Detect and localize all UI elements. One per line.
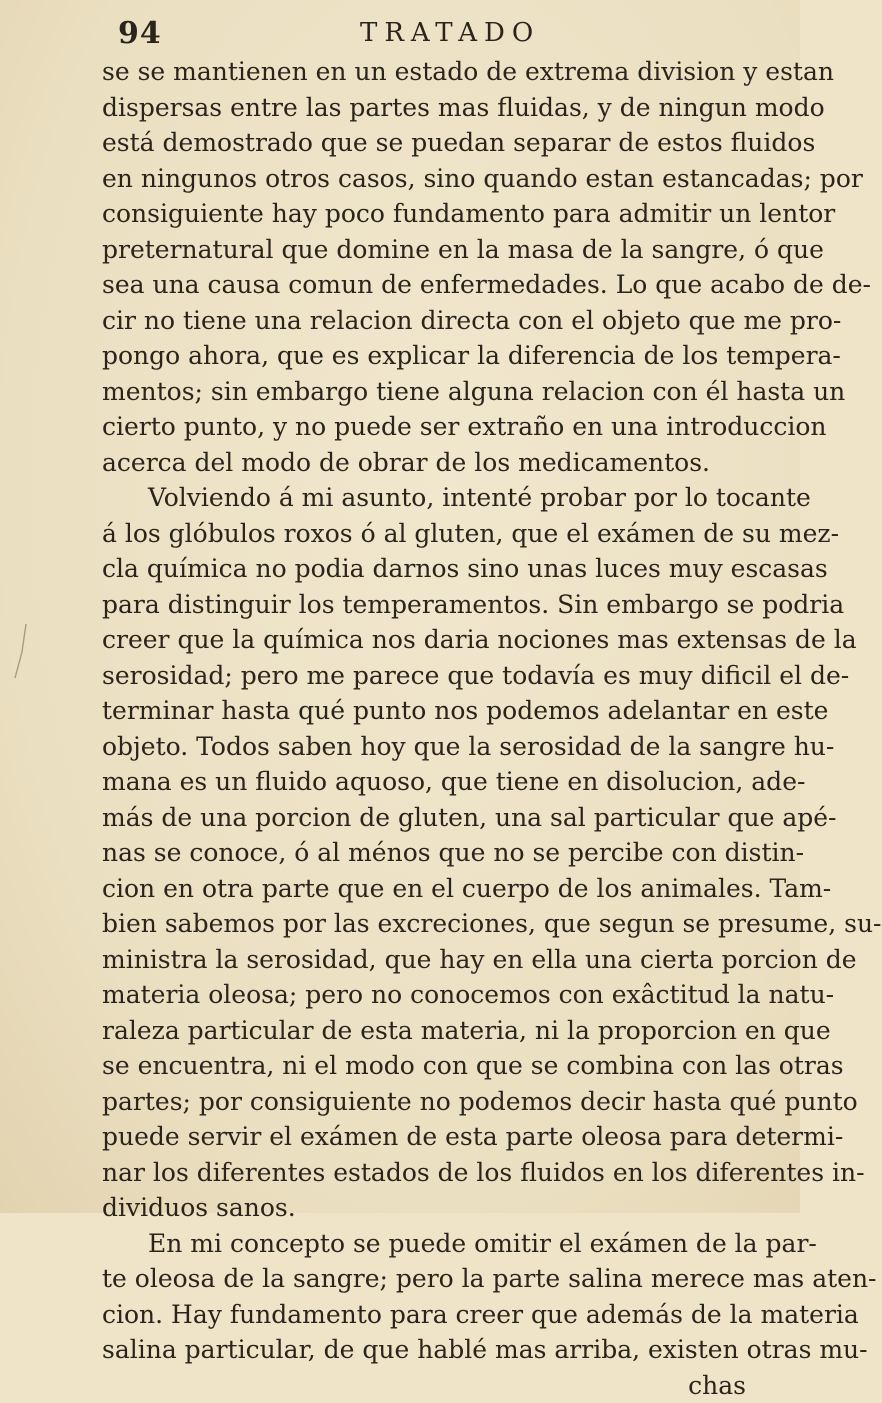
- page-number: 94: [118, 16, 162, 51]
- text-line: sea una causa comun de enfermedades. Lo que acabo de de-: [102, 267, 758, 303]
- text-line: á los glóbulos roxos ó al gluten, que el exámen de su mez-: [102, 516, 758, 552]
- text-line: serosidad; pero me parece que todavía es muy dificil el de-: [102, 658, 758, 694]
- text-line: más de una porcion de gluten, una sal particular que apé-: [102, 800, 758, 836]
- text-line: cla química no podia darnos sino unas luces muy escasas: [102, 551, 758, 587]
- text-line: En mi concepto se puede omitir el exámen de la par-: [102, 1226, 758, 1262]
- text-line: partes; por consiguiente no podemos decir hasta qué punto: [102, 1084, 758, 1120]
- text-line: nas se conoce, ó al ménos que no se percibe con distin-: [102, 835, 758, 871]
- text-line: nar los diferentes estados de los fluidos en los diferentes in-: [102, 1155, 758, 1191]
- running-head: TRATADO: [360, 18, 540, 48]
- text-line: para distinguir los temperamentos. Sin embargo se podria: [102, 587, 758, 623]
- text-line: materia oleosa; pero no conocemos con exâctitud la natu-: [102, 977, 758, 1013]
- text-line: preternatural que domine en la masa de la sangre, ó que: [102, 232, 758, 268]
- text-line: dividuos sanos.: [102, 1190, 758, 1226]
- text-line: te oleosa de la sangre; pero la parte salina merece mas aten-: [102, 1261, 758, 1297]
- text-line: cion. Hay fundamento para creer que además de la materia: [102, 1297, 758, 1333]
- text-line: objeto. Todos saben hoy que la serosidad de la sangre hu-: [102, 729, 758, 765]
- text-line: salina particular, de que hablé mas arriba, existen otras mu-: [102, 1332, 758, 1368]
- text-line: chas: [102, 1368, 758, 1403]
- text-line: pongo ahora, que es explicar la diferencia de los tempera-: [102, 338, 758, 374]
- text-line: dispersas entre las partes mas fluidas, y de ningun modo: [102, 90, 758, 126]
- text-line: raleza particular de esta materia, ni la proporcion en que: [102, 1013, 758, 1049]
- text-line: puede servir el exámen de esta parte oleosa para determi-: [102, 1119, 758, 1155]
- margin-pencil-mark: [12, 622, 32, 682]
- text-line: mentos; sin embargo tiene alguna relacion con él hasta un: [102, 374, 758, 410]
- text-line: cierto punto, y no puede ser extraño en una introduccion: [102, 409, 758, 445]
- body-text: [102, 54, 758, 1403]
- text-line: está demostrado que se puedan separar de estos fluidos: [102, 125, 758, 161]
- text-line: cir no tiene una relacion directa con el objeto que me pro-: [102, 303, 758, 339]
- text-line: cion en otra parte que en el cuerpo de los animales. Tam-: [102, 871, 758, 907]
- text-line: acerca del modo de obrar de los medicamentos.: [102, 445, 758, 481]
- text-line: creer que la química nos daria nociones mas extensas de la: [102, 622, 758, 658]
- text-line: en ningunos otros casos, sino quando estan estancadas; por: [102, 161, 758, 197]
- text-line: se encuentra, ni el modo con que se combina con las otras: [102, 1048, 758, 1084]
- text-line: se se mantienen en un estado de extrema division y estan: [102, 54, 758, 90]
- text-line: bien sabemos por las excreciones, que segun se presume, su-: [102, 906, 758, 942]
- text-line: ministra la serosidad, que hay en ella una cierta porcion de: [102, 942, 758, 978]
- page-header: [40, 16, 760, 56]
- text-line: consiguiente hay poco fundamento para admitir un lentor: [102, 196, 758, 232]
- text-line: mana es un fluido aquoso, que tiene en disolucion, ade-: [102, 764, 758, 800]
- text-line: terminar hasta qué punto nos podemos adelantar en este: [102, 693, 758, 729]
- text-line: Volviendo á mi asunto, intenté probar por lo tocante: [102, 480, 758, 516]
